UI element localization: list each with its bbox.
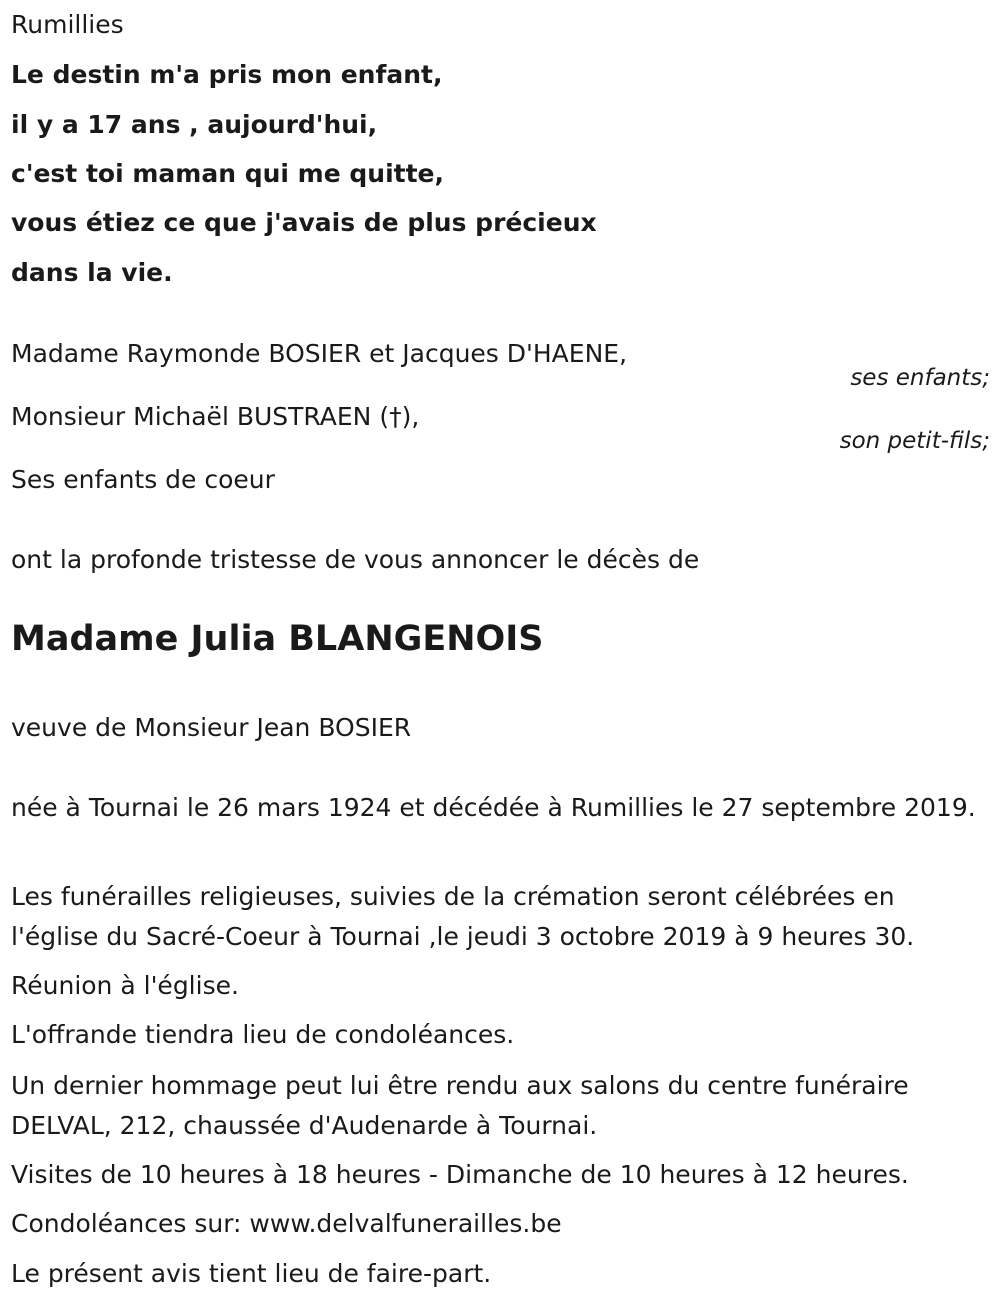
family-role-children: ses enfants;: [850, 365, 990, 391]
widow-of: veuve de Monsieur Jean BOSIER: [11, 713, 412, 742]
meeting-info: Réunion à l'église.: [11, 971, 239, 1000]
funeral-details: Les funérailles religieuses, suivies de la crémation seront célébrées en l'église du Sacré-Coeur à Tournai ,le jeudi 3 octobre 2019 à 9 heures 30.: [11, 882, 915, 951]
homage-info: Un dernier hommage peut lui être rendu aux salons du centre funéraire DELVAL, 212, chaussée d'Audenarde à Tournai.: [11, 1071, 909, 1140]
visits-info: Visites de 10 heures à 18 heures - Dimanche de 10 heures à 12 heures.: [11, 1160, 909, 1189]
offering-info: L'offrande tiendra lieu de condoléances.: [11, 1020, 515, 1049]
birth-death: née à Tournai le 26 mars 1924 et décédée à Rumillies le 27 septembre 2019.: [11, 793, 976, 822]
poem-line-5: dans la vie.: [11, 258, 173, 287]
location: Rumillies: [11, 10, 124, 39]
family-names-grandson: Monsieur Michaël BUSTRAEN (†),: [11, 402, 420, 431]
poem-line-1: Le destin m'a pris mon enfant,: [11, 60, 443, 89]
notice-info: Le présent avis tient lieu de faire-part.: [11, 1259, 492, 1288]
poem-line-4: vous étiez ce que j'avais de plus précieux: [11, 208, 597, 237]
announcement: ont la profonde tristesse de vous annoncer le décès de: [11, 545, 700, 574]
poem-line-2: il y a 17 ans , aujourd'hui,: [11, 110, 378, 139]
family-role-grandson: son petit-fils;: [839, 428, 990, 454]
poem-line-3: c'est toi maman qui me quitte,: [11, 159, 444, 188]
family-names-children: Madame Raymonde BOSIER et Jacques D'HAENE,: [11, 339, 628, 368]
family-names-heart-children: Ses enfants de coeur: [11, 465, 275, 494]
condolences-info: Condoléances sur: www.delvalfunerailles.be: [11, 1209, 562, 1238]
deceased-name: Madame Julia BLANGENOIS: [11, 619, 544, 659]
